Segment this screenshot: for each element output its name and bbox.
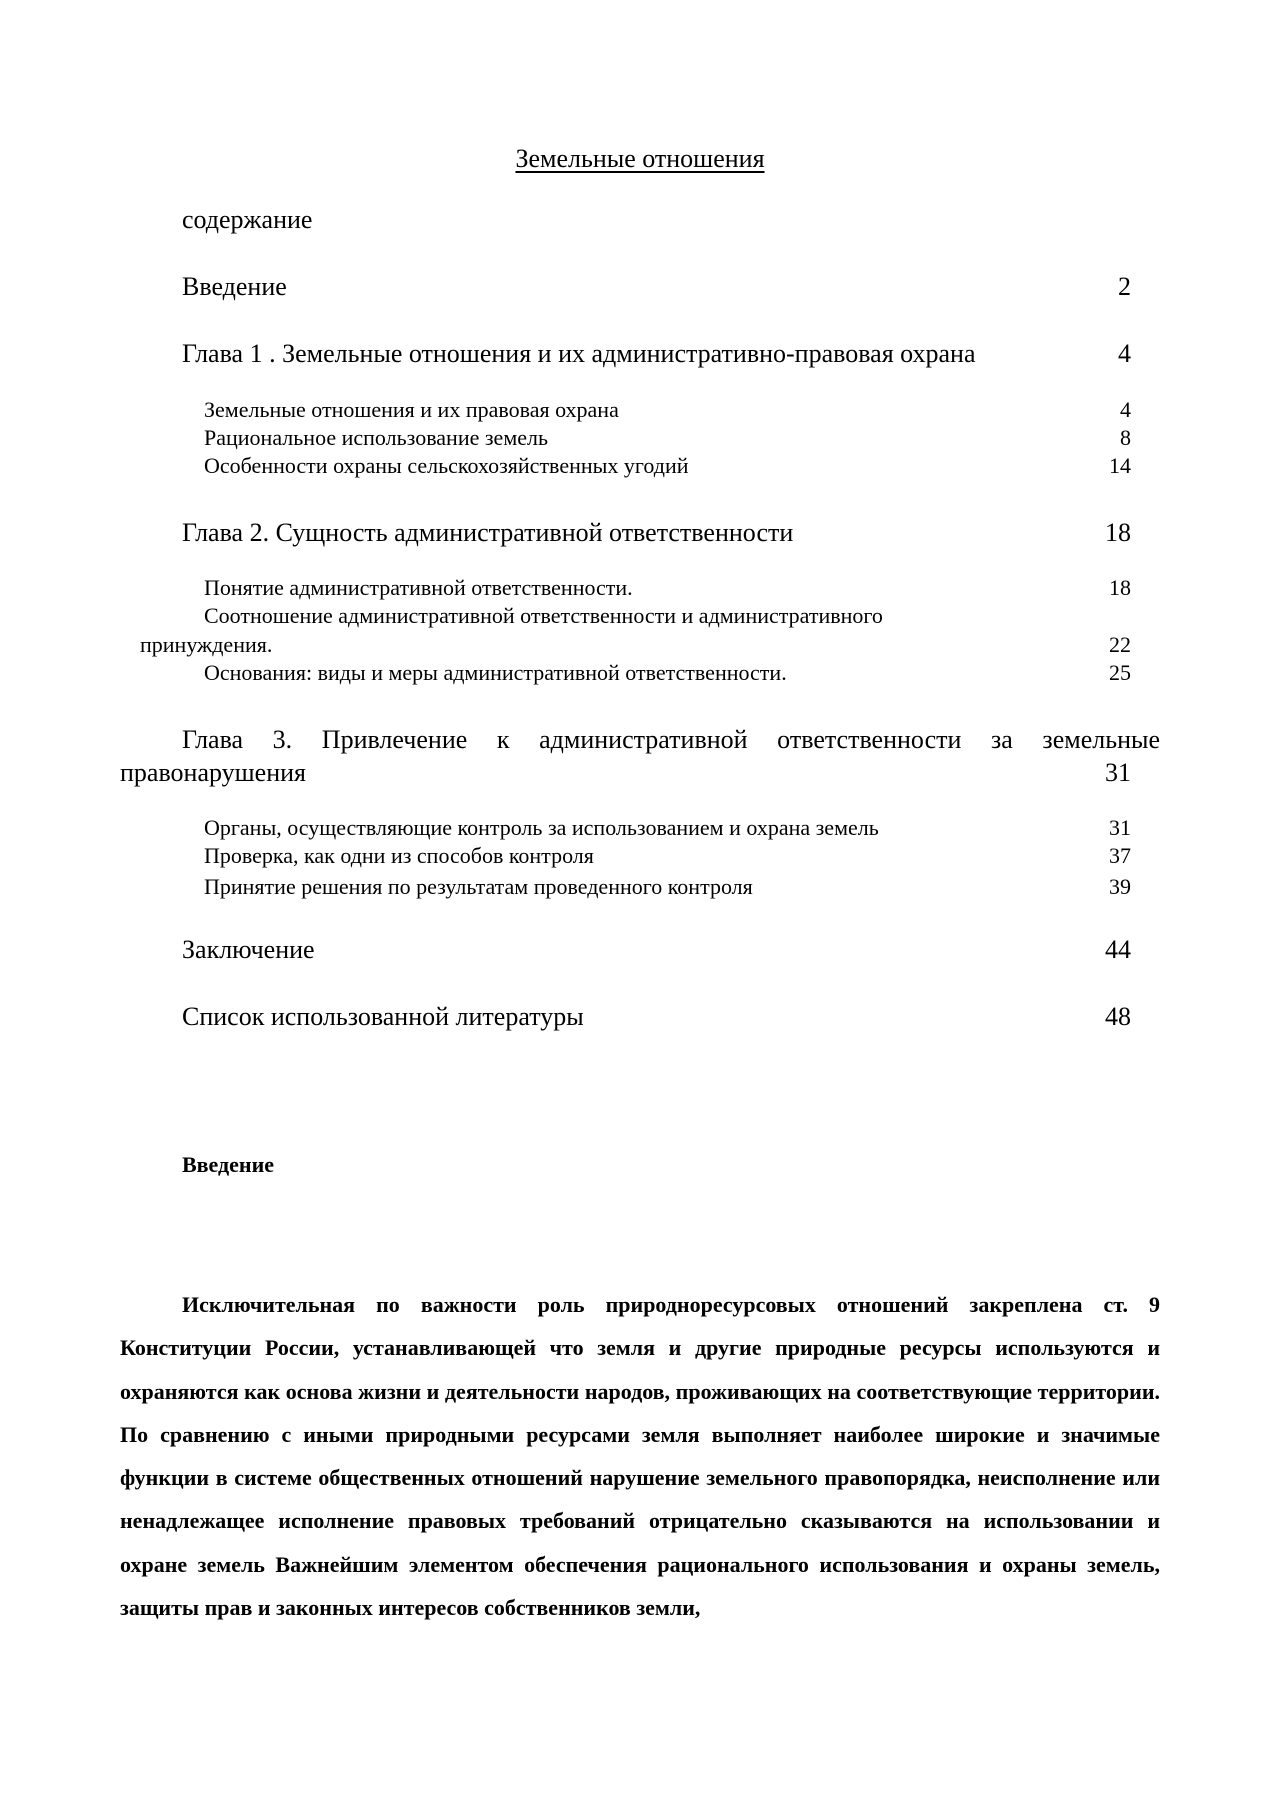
toc-item: Проверка, как одни из способов контроля <box>204 843 594 868</box>
toc-conclusion-page: 44 <box>1105 935 1131 964</box>
toc-references-page: 48 <box>1105 1002 1131 1031</box>
intro-heading: Введение <box>182 1152 275 1177</box>
toc-intro: Введение <box>182 272 287 301</box>
contents-label: содержание <box>182 205 313 234</box>
toc-chapter-3-continuation: правонарушения <box>120 758 307 787</box>
toc-item: Земельные отношения и их правовая охрана <box>204 397 619 422</box>
toc-conclusion: Заключение <box>182 935 315 964</box>
toc-references: Список использованной литературы <box>182 1002 584 1031</box>
toc-chapter-1: Глава 1 . Земельные отношения и их административно-правовая охрана <box>182 339 976 368</box>
toc-item: Основания: виды и меры административной ответственности. <box>204 660 787 685</box>
toc-chapter-2-page: 18 <box>1105 518 1131 547</box>
toc-item-page: 18 <box>1109 575 1131 600</box>
toc-item: Соотношение административной ответственности и административного <box>204 603 883 628</box>
toc-intro-page: 2 <box>1118 272 1131 301</box>
toc-item-page: 22 <box>1109 632 1131 657</box>
toc-chapter-1-page: 4 <box>1118 339 1131 368</box>
toc-item-page: 39 <box>1109 874 1131 899</box>
toc-chapter-2: Глава 2. Сущность административной ответственности <box>182 518 794 547</box>
toc-item: Органы, осуществляющие контроль за использованием и охрана земель <box>204 815 879 840</box>
toc-chapter-3-page: 31 <box>1105 758 1131 787</box>
toc-item: Рациональное использование земель <box>204 425 549 450</box>
toc-item-page: 37 <box>1109 843 1131 868</box>
toc-item: Понятие административной ответственности. <box>204 575 633 600</box>
toc-item: Принятие решения по результатам проведенного контроля <box>204 874 753 899</box>
intro-paragraph: Исключительная по важности роль природноресурсовых отношений закреплена ст. 9 Конституции России, устанавливающей что земля и другие природные ресурсы используются и охраняются как основа жизни и деятельности народов, проживающих на соответствующие территории. По сравнению с иными природными ресурсами земля выполняет наиболее широкие и значимые функции в системе общественных отношений нарушение земельного правопорядка, неисполнение или ненадлежащее исполнение правовых требований отрицательно сказываются на использовании и охране земель Важнейшим элементом обеспечения рационального использования и охраны земель, защиты прав и законных интересов собственников земли, <box>120 1292 1160 1621</box>
toc-item-continuation: принуждения. <box>140 632 273 657</box>
toc-item: Особенности охраны сельскохозяйственных угодий <box>204 453 689 478</box>
toc-item-page: 31 <box>1109 815 1131 840</box>
toc-item-page: 8 <box>1120 425 1131 450</box>
toc-item-page: 4 <box>1120 397 1131 422</box>
toc-chapter-3: Глава 3. Привлечение к административной ответственности за земельные <box>182 725 1160 754</box>
toc-item-page: 14 <box>1109 453 1131 478</box>
toc-item-page: 25 <box>1109 660 1131 685</box>
document-title: Земельные отношения <box>515 144 765 173</box>
